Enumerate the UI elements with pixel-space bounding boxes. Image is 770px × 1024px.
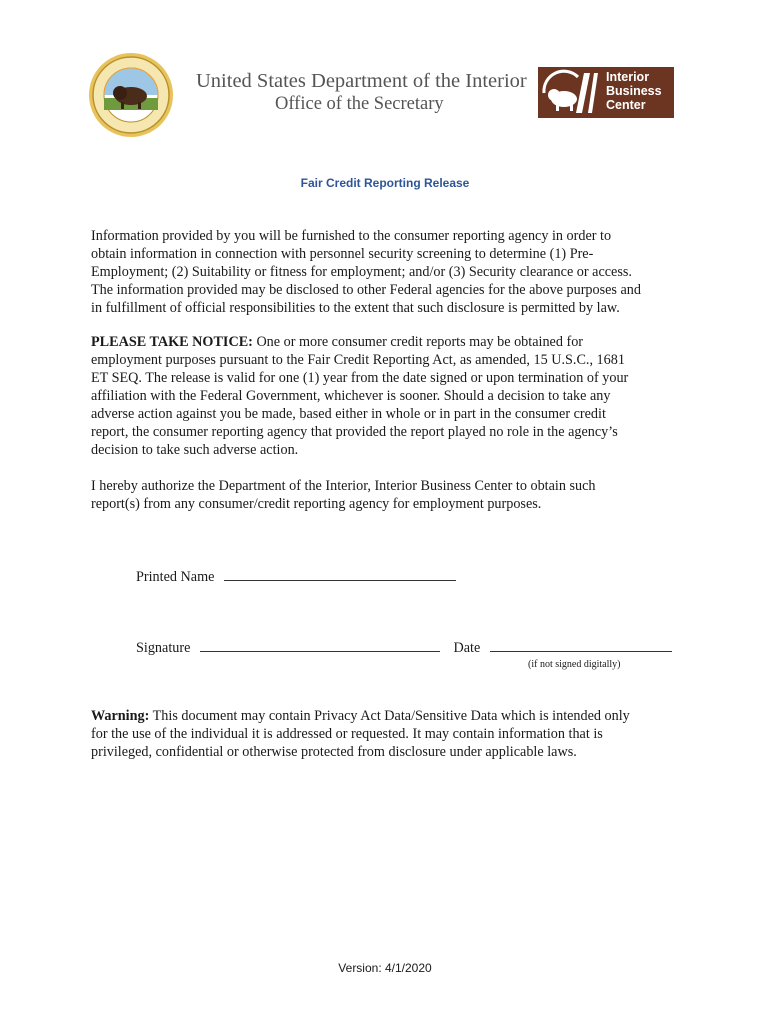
printed-name-label: Printed Name	[136, 569, 215, 585]
text-line: report(s) from any consumer/credit reporting agency for employment purposes.	[91, 496, 542, 512]
text-line: The information provided may be disclosed to other Federal agencies for the above purposes and	[91, 282, 641, 298]
signature-label: Signature	[136, 640, 191, 656]
date-field[interactable]	[490, 637, 672, 652]
notice-first-rest: One or more consumer credit reports may be obtained for	[252, 334, 584, 350]
ibc-logo-line2: Business	[606, 84, 662, 98]
department-name: United States Department of the Interior	[196, 70, 527, 92]
ibc-logo-line1: Interior	[606, 70, 650, 84]
office-name: Office of the Secretary	[275, 94, 444, 114]
ibc-logo	[538, 67, 674, 118]
signature-field[interactable]	[200, 637, 440, 652]
printed-name-field[interactable]	[224, 566, 456, 581]
text-line: report, the consumer reporting agency that provided the report played no role in the agency’s	[91, 424, 618, 440]
doi-seal-logo	[88, 52, 174, 138]
date-label: Date	[453, 640, 481, 656]
warning-paragraph	[91, 707, 691, 761]
printed-name-row	[136, 566, 456, 586]
ibc-logo-line3: Center	[606, 98, 646, 112]
version-footer: Version: 4/1/2020	[338, 961, 432, 975]
notice-first-line	[91, 333, 691, 351]
authorization-paragraph	[91, 477, 691, 513]
warning-first-rest: This document may contain Privacy Act Data/Sensitive Data which is intended only	[149, 708, 630, 724]
text-line: Employment; (2) Suitability or fitness for employment; and/or (3) Security clearance or access.	[91, 264, 632, 280]
text-line: affiliation with the Federal Government, whichever is sooner. Should a decision to take any	[91, 388, 611, 404]
text-line: ET SEQ. The release is valid for one (1) year from the date signed or upon termination of your	[91, 370, 629, 386]
text-line: I hereby authorize the Department of the Interior, Interior Business Center to obtain such	[91, 478, 596, 494]
notice-paragraph	[91, 333, 691, 459]
text-line: in fulfillment of official responsibilities to the extent that such disclosure is permitted by law.	[91, 300, 620, 316]
notice-lead: PLEASE TAKE NOTICE:	[91, 334, 253, 350]
text-line: employment purposes pursuant to the Fair Credit Reporting Act, as amended, 15 U.S.C., 1681	[91, 352, 625, 368]
warning-lead: Warning:	[91, 708, 150, 724]
document-title: Fair Credit Reporting Release	[300, 176, 470, 190]
text-line: privileged, confidential or otherwise protected from disclosure under applicable laws.	[91, 744, 577, 760]
text-line: obtain information in connection with personnel security screening to determine (1) Pre-	[91, 246, 594, 262]
warning-first-line	[91, 707, 691, 725]
text-line: adverse action against you be made, based either in whole or in part in the consumer credit	[91, 406, 606, 422]
intro-paragraph	[91, 227, 691, 317]
bison-icon	[538, 67, 602, 118]
text-line: Information provided by you will be furnished to the consumer reporting agency in order to	[91, 228, 612, 244]
text-line: for the use of the individual it is addressed or requested. It may contain information that is	[91, 726, 603, 742]
date-note: (if not signed digitally)	[528, 659, 621, 670]
signature-row	[136, 637, 672, 657]
text-line: decision to take such adverse action.	[91, 442, 299, 458]
